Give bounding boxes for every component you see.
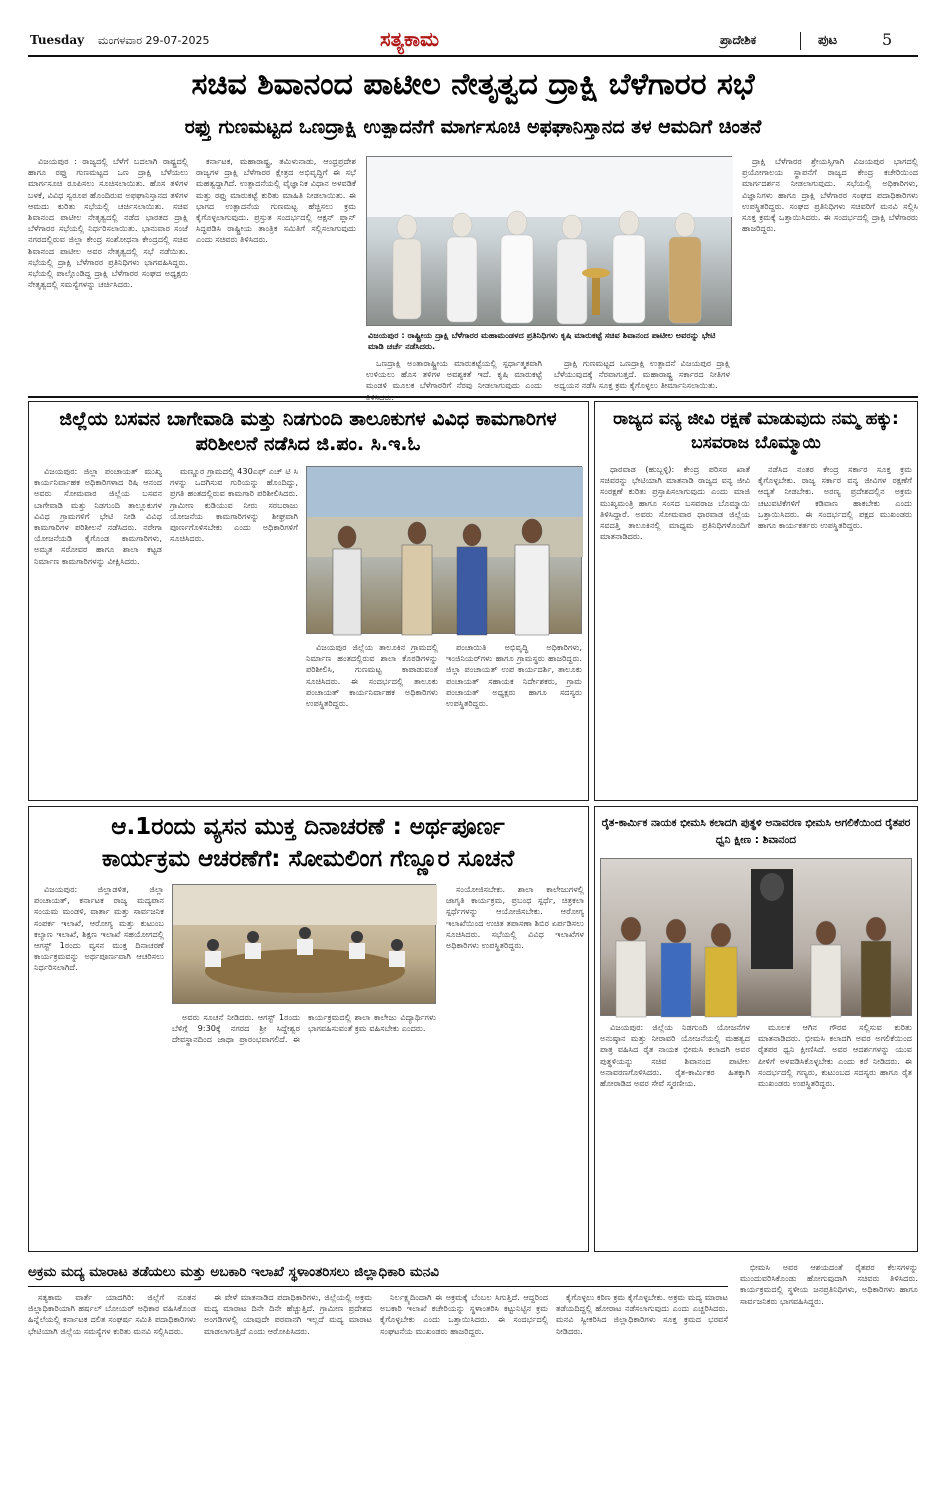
lead-column-5 [742, 156, 918, 390]
story4-headline-line1: ಆ.1ರಂದು ವ್ಯಸನ ಮುಕ್ತ ದಿನಾಚರಣೆ : ಅರ್ಥಪೂರ್ಣ [111, 814, 505, 840]
lead-col5-text: ದ್ರಾಕ್ಷಿ ಬೆಳೆಗಾರರ ಶ್ರೇಯಸ್ಸಿಗಾಗಿ ವಿಜಯಪುರ ಭಾಗದಲ್ಲಿ ಪ್ರಯೋಗಾಲಯ ಸ್ಥಾಪನೆಗೆ ರಾಜ್ಯದ ಕೇಂದ್ರ ಕಚೇರಿಯಿಂದ ಮಾರ್ಗದರ್ಶನ ನೀಡಲಾಗುವುದು. ಸಭೆಯಲ್ಲಿ ಅಧಿಕಾರಿಗಳು, ವಿಜ್ಞಾನಿಗಳು ಹಾಗೂ ದ್ರಾಕ್ಷಿ ಬೆಳೆಗಾರರ ಸಂಘದ ಪದಾಧಿಕಾರಿಗಳು ಉಪಸ್ಥಿತರಿದ್ದರು. ಸಂಘದ ಪ್ರತಿನಿಧಿಗಳು ಸಚಿವರಿಗೆ ಮನವಿ ಸಲ್ಲಿಸಿ ಸೂಕ್ತ ಕ್ರಮಕ್ಕೆ ಒತ್ತಾಯಿಸಿದರು. ಈ ಸಂದರ್ಭದಲ್ಲಿ ದ್ರಾಕ್ಷಿ ಬೆಳೆಗಾರರು ಹಾಜರಿದ್ದರು. [742, 156, 918, 234]
story4-col3-text: ಸಂಯೋಜಿಸಬೇಕು. ಶಾಲಾ ಕಾಲೇಜುಗಳಲ್ಲಿ ಜಾಗೃತಿ ಕಾರ್ಯಕ್ರಮ, ಪ್ರಬಂಧ ಸ್ಪರ್ಧೆ, ಚಿತ್ರಕಲಾ ಸ್ಪರ್ಧೆಗಳನ್ನು ಆಯೋಜಿಸಬೇಕು. ಆರೋಗ್ಯ ಇಲಾಖೆಯಿಂದ ಉಚಿತ ತಪಾಸಣಾ ಶಿಬಿರ ಏರ್ಪಡಿಸಲು ಸೂಚಿಸಿದರು. ಸಭೆಯಲ್ಲಿ ವಿವಿಧ ಇಲಾಖೆಗಳ ಅಧಿಕಾರಿಗಳು ಉಪಸ್ಥಿತರಿದ್ದರು. [446, 884, 584, 951]
story2-column-2 [170, 466, 298, 796]
lead-photo-people-icon [367, 157, 733, 327]
header-date: ಮಂಗಳವಾರ 29-07-2025 [98, 34, 210, 47]
story4-col1-text: ವಿಜಯಪುರ: ಜಿಲ್ಲಾಡಳಿತ, ಜಿಲ್ಲಾ ಪಂಚಾಯತ್, ಕರ್ನಾಟಕ ರಾಜ್ಯ ಮದ್ಯಪಾನ ಸಂಯಮ ಮಂಡಳಿ, ವಾರ್ತಾ ಮತ್ತು ಸಾರ್ವಜನಿಕ ಸಂಪರ್ಕ ಇಲಾಖೆ, ಆರೋಗ್ಯ ಮತ್ತು ಕುಟುಂಬ ಕಲ್ಯಾಣ ಇಲಾಖೆ, ಶಿಕ್ಷಣ ಇಲಾಖೆ ಸಹಯೋಗದಲ್ಲಿ ಆಗಸ್ಟ್ 1ರಂದು ವ್ಯಸನ ಮುಕ್ತ ದಿನಾಚರಣೆ ಕಾರ್ಯಕ್ರಮವನ್ನು ಅರ್ಥಪೂರ್ಣವಾಗಿ ಆಚರಿಸಲು ನಿರ್ಧರಿಸಲಾಗಿದೆ. [34, 884, 164, 973]
header-section: ಪ್ರಾದೇಶಿಕ [720, 33, 757, 47]
story4-column-1 [34, 884, 164, 1246]
story6-headline: ಅಕ್ರಮ ಮದ್ಯ ಮಾರಾಟ ತಡೆಯಲು ಮತ್ತು ಅಬಕಾರಿ ಇಲಾಖೆ ಸ್ಥಳಾಂತರಿಸಲು ಜಿಲ್ಲಾಧಿಕಾರಿ ಮನವಿ [28, 1264, 439, 1280]
story6-column-3 [380, 1292, 548, 1482]
story2-col1-text: ವಿಜಯಪುರ: ಜಿಲ್ಲಾ ಪಂಚಾಯತ್ ಮುಖ್ಯ ಕಾರ್ಯನಿರ್ವಾಹಕ ಅಧಿಕಾರಿಗಳಾದ ರಿಷಿ ಆನಂದ ಅವರು ಸೋಮವಾರ ಜಿಲ್ಲೆಯ ಬಸವನ ಬಾಗೇವಾಡಿ ಮತ್ತು ನಿಡಗುಂದಿ ತಾಲ್ಲೂಕುಗಳ ವಿವಿಧ ಗ್ರಾಮಗಳಿಗೆ ಭೇಟಿ ನೀಡಿ ವಿವಿಧ ಕಾಮಗಾರಿಗಳ ಪರಿಶೀಲನೆ ನಡೆಸಿದರು. ನರೇಗಾ ಯೋಜನೆಯಡಿ ಕೈಗೊಂಡ ಕಾಮಗಾರಿಗಳು, ಅಮೃತ ಸರೋವರ ಹಾಗೂ ಶಾಲಾ ಕಟ್ಟಡ ನಿರ್ಮಾಣ ಕಾಮಗಾರಿಗಳನ್ನು ವೀಕ್ಷಿಸಿದರು. [34, 466, 162, 566]
story3-column-2 [758, 464, 912, 796]
story5-headline: ರೈತ-ಕಾರ್ಮಿಕ ನಾಯಕ ಭೀಮಸಿ ಕಲಾದಗಿ ಪುತ್ಥಳಿ ಅನಾವರಣ ಭೀಮಸಿ ಅಗಲಿಕೆಯಿಂದ ರೈತಪರ ಧ್ವನಿ ಕ್ಷೀಣ : ಶಿವಾನಂದ [601, 817, 911, 846]
lead-subhead: ರಫ್ತು ಗುಣಮಟ್ಟದ ಒಣದ್ರಾಕ್ಷಿ ಉತ್ಪಾದನೆಗೆ ಮಾರ್ಗಸೂಚಿ ಅಫಘಾನಿಸ್ತಾನದ ತಳ ಆಮದಿಗೆ ಚಿಂತನೆ [184, 116, 762, 138]
lead-column-4 [554, 358, 730, 392]
story4-column-2 [172, 1012, 436, 1246]
story5-column-2 [758, 1022, 912, 1246]
lead-column-1 [28, 156, 188, 390]
header-divider [800, 32, 801, 50]
story4-headline-line2: ಕಾರ್ಯಕ್ರಮ ಆಚರಣೆಗೆ: ಸೋಮಲಿಂಗ ಗೆಣ್ಣೂರ ಸೂಚನೆ [101, 846, 515, 872]
story3-col2-text: ನಡೆಸಿದ ನಂತರ ಕೇಂದ್ರ ಸರ್ಕಾರ ಸೂಕ್ತ ಕ್ರಮ ಕೈಗೊಳ್ಳಬೇಕು. ರಾಜ್ಯ ಸರ್ಕಾರ ವನ್ಯ ಜೀವಿಗಳ ರಕ್ಷಣೆಗೆ ಆದ್ಯತೆ ನೀಡಬೇಕು. ಅರಣ್ಯ ಪ್ರದೇಶದಲ್ಲಿನ ಅಕ್ರಮ ಚಟುವಟಿಕೆಗಳಿಗೆ ಕಡಿವಾಣ ಹಾಕಬೇಕು ಎಂದು ಒತ್ತಾಯಿಸಿದರು. ಈ ಸಂದರ್ಭದಲ್ಲಿ ಪಕ್ಷದ ಮುಖಂಡರು ಹಾಗೂ ಕಾರ್ಯಕರ್ತರು ಉಪಸ್ಥಿತರಿದ್ದರು. [758, 464, 912, 531]
header-rule [28, 55, 918, 57]
story2-column-1 [34, 466, 162, 796]
story2-photo [306, 466, 582, 634]
masthead: ಸತ್ಯಕಾಮ [380, 27, 440, 51]
header-day: Tuesday [30, 33, 85, 47]
lead-col3-text: ಒಣದ್ರಾಕ್ಷಿ ಅಂತಾರಾಷ್ಟ್ರೀಯ ಮಾರುಕಟ್ಟೆಯಲ್ಲಿ ಸ್ಪರ್ಧಾತ್ಮಕವಾಗಿ ಉಳಿಯಲು ಹೊಸ ತಳಿಗಳ ಅವಶ್ಯಕತೆ ಇದೆ. ಕೃಷಿ ಮಾರುಕಟ್ಟೆ ಮಂಡಳಿ ಮೂಲಕ ಬೆಳೆಗಾರರಿಗೆ ನೆರವು ನೀಡಲಾಗುವುದು ಎಂದು [366, 358, 542, 391]
story4-photo [172, 884, 436, 1004]
story2-col4-text: ಪಂಚಾಯಿತಿ ಅಭಿವೃದ್ಧಿ ಅಧಿಕಾರಿಗಳು, ಇಂಜಿನಿಯರ್‌ಗಳು ಹಾಗೂ ಗ್ರಾಮಸ್ಥರು ಹಾಜರಿದ್ದರು. ಜಿಲ್ಲಾ ಪಂಚಾಯತ್ ಉಪ ಕಾರ್ಯದರ್ಶಿ, ತಾಲೂಕು ಪಂಚಾಯತ್ ಸಹಾಯಕ ನಿರ್ದೇಶಕರು, ಗ್ರಾಮ ಪಂಚಾಯತ್ ಅಧ್ಯಕ್ಷರು ಹಾಗೂ ಸದಸ್ಯರು ಉಪಸ್ಥಿತರಿದ್ದರು. [446, 642, 582, 709]
lead-col4-text: ದ್ರಾಕ್ಷಿ ಗುಣಮಟ್ಟದ ಒಣದ್ರಾಕ್ಷಿ ಉತ್ಪಾದನೆ ವಿಜಯಪುರ ದ್ರಾಕ್ಷಿ ಬೆಳೆಯುವುದಕ್ಕೆ ನೆರವಾಗುತ್ತದೆ. ಮಹಾರಾಷ್ಟ್ರ ಸರ್ಕಾರದ ನೀತಿಗಳ ಅಧ್ಯಯನ ನಡೆಸಿ ಸೂಕ್ತ ಕ್ರಮ ಕೈಗೊಳ್ಳಲು ತೀರ್ಮಾನಿಸಲಾಯಿತು. [554, 358, 730, 391]
story2-column-4 [446, 642, 582, 796]
lead-bottom-rule [28, 396, 918, 398]
story5-col1-text: ವಿಜಯಪುರ: ಜಿಲ್ಲೆಯ ನಿಡಗುಂದಿ ಯೋಜನೆಗಳ ಅನುಷ್ಠಾನ ಮತ್ತು ನೀರಾವರಿ ಯೋಜನೆಯಲ್ಲಿ ಮಹತ್ವದ ಪಾತ್ರ ವಹಿಸಿದ ರೈತ ನಾಯಕ ಭೀಮಸಿ ಕಲಾದಗಿ ಅವರ ಪುತ್ಥಳಿಯನ್ನು ಸಚಿವ ಶಿವಾನಂದ ಪಾಟೀಲ ಅನಾವರಣಗೊಳಿಸಿದರು. ರೈತ-ಕಾರ್ಮಿಕರ ಹಿತಕ್ಕಾಗಿ ಹೋರಾಡಿದ ಅವರ ಸೇವೆ ಸ್ಮರಣೀಯ. [600, 1022, 750, 1089]
story5-column-1 [600, 1022, 750, 1246]
header-page-label: ಪುಟ [818, 33, 838, 48]
story3-col1-text: ಧಾರವಾಡ (ಹುಬ್ಬಳ್ಳಿ): ಕೇಂದ್ರ ಪರಿಸರ ಖಾತೆ ಸಚಿವರನ್ನು ಭೇಟಿಯಾಗಿ ಮಾತನಾಡಿ ರಾಜ್ಯದ ವನ್ಯ ಜೀವಿ ಸಂರಕ್ಷಣೆ ಕುರಿತು ಪ್ರಸ್ತಾಪಿಸಲಾಗುವುದು ಎಂದು ಮಾಜಿ ಮುಖ್ಯಮಂತ್ರಿ ಹಾಗೂ ಸಂಸದ ಬಸವರಾಜ ಬೊಮ್ಮಾಯಿ ತಿಳಿಸಿದ್ದಾರೆ. ಅವರು ಸೋಮವಾರ ಧಾರವಾಡ ಜಿಲ್ಲೆಯ ಸವದತ್ತಿ ತಾಲೂಕಿನಲ್ಲಿ ಮಾಧ್ಯಮ ಪ್ರತಿನಿಧಿಗಳೊಂದಿಗೆ ಮಾತನಾಡಿದರು. [600, 464, 750, 542]
story6-col1-text: ಸತ್ಯಕಾಮ ವಾರ್ತೆ ಯಾದಗಿರಿ: ಜಿಲ್ಲೆಗೆ ನೂತನ ಜಿಲ್ಲಾಧಿಕಾರಿಯಾಗಿ ಹರ್ಷಲ್ ಬೋಯರ್ ಅಧಿಕಾರ ವಹಿಸಿಕೊಂಡ ಹಿನ್ನೆಲೆಯಲ್ಲಿ ಕರ್ನಾಟಕ ದಲಿತ ಸಂಘರ್ಷ ಸಮಿತಿ ಪದಾಧಿಕಾರಿಗಳು ಭೇಟಿಯಾಗಿ ಜಿಲ್ಲೆಯ ಸಮಸ್ಯೆಗಳ ಕುರಿತು ಮನವಿ ಸಲ್ಲಿಸಿದರು. [28, 1292, 196, 1336]
story5-photo [600, 858, 912, 1016]
story4-photo-meeting-icon [173, 885, 437, 1005]
story6-col5-text: ಭೀಮಸಿ ಅವರ ಆಶಯದಂತೆ ರೈತಪರ ಕೆಲಸಗಳನ್ನು ಮುಂದುವರಿಸಿಕೊಂಡು ಹೋಗುವುದಾಗಿ ಸಚಿವರು ತಿಳಿಸಿದರು. ಕಾರ್ಯಕ್ರಮದಲ್ಲಿ ಸ್ಥಳೀಯ ಜನಪ್ರತಿನಿಧಿಗಳು, ಅಧಿಕಾರಿಗಳು ಹಾಗೂ ಸಾರ್ವಜನಿಕರು ಭಾಗವಹಿಸಿದ್ದರು. [740, 1262, 918, 1306]
story2-headline: ಜಿಲ್ಲೆಯ ಬಸವನ ಬಾಗೇವಾಡಿ ಮತ್ತು ನಿಡಗುಂದಿ ತಾಲೂಕುಗಳ ವಿವಿಧ ಕಾಮಗಾರಿಗಳ ಪರಿಶೀಲನೆ ನಡೆಸಿದ ಜಿ.ಪಂ. ಸಿ.ಇ.ಓ [59, 408, 557, 455]
story6-column-1 [28, 1292, 196, 1482]
lead-column-3 [366, 358, 542, 392]
header-page-number: 5 [882, 30, 893, 49]
lead-headline: ಸಚಿವ ಶಿವಾನಂದ ಪಾಟೀಲ ನೇತೃತ್ವದ ದ್ರಾಕ್ಷಿ ಬೆಳೆಗಾರರ ಸಭೆ [191, 66, 755, 102]
story4-column-3 [446, 884, 584, 1246]
story2-photo-people-icon [307, 467, 583, 635]
story3-column-1 [600, 464, 750, 796]
story2-column-3 [306, 642, 438, 796]
story3-headline: ರಾಜ್ಯದ ವನ್ಯ ಜೀವಿ ರಕ್ಷಣೆ ಮಾಡುವುದು ನಮ್ಮ ಹಕ್ಕು: ಬಸವರಾಜ ಬೊಮ್ಮಾಯಿ [613, 409, 899, 453]
story6-col4-text: ಕೈಗೊಳ್ಳಲು ಕಠಿಣ ಕ್ರಮ ಕೈಗೊಳ್ಳಬೇಕು. ಅಕ್ರಮ ಮದ್ಯ ಮಾರಾಟ ತಡೆಯದಿದ್ದಲ್ಲಿ ಹೋರಾಟ ನಡೆಸಲಾಗುವುದು ಎಂದು ಎಚ್ಚರಿಸಿದರು. ಮನವಿ ಸ್ವೀಕರಿಸಿದ ಜಿಲ್ಲಾಧಿಕಾರಿಗಳು ಸೂಕ್ತ ಕ್ರಮದ ಭರವಸೆ ನೀಡಿದರು. [556, 1292, 728, 1336]
story5-col2-text: ಮೂಲಕ ಆಗಿನ ಗೌರವ ಸಲ್ಲಿಸುವ ಕುರಿತು ಮಾತನಾಡಿದರು. ಭೀಮಸಿ ಕಲಾದಗಿ ಅವರ ಅಗಲಿಕೆಯಿಂದ ರೈತಪರ ಧ್ವನಿ ಕ್ಷೀಣಿಸಿದೆ. ಅವರ ಆದರ್ಶಗಳನ್ನು ಯುವ ಪೀಳಿಗೆ ಅಳವಡಿಸಿಕೊಳ್ಳಬೇಕು ಎಂದು ಕರೆ ನೀಡಿದರು. ಈ ಸಂದರ್ಭದಲ್ಲಿ ಗಣ್ಯರು, ಕುಟುಂಬದ ಸದಸ್ಯರು ಹಾಗೂ ರೈತ ಮುಖಂಡರು ಉಪಸ್ಥಿತರಿದ್ದರು. [758, 1022, 912, 1089]
story6-rule [28, 1286, 728, 1287]
lead-col1-text: ವಿಜಯಪುರ : ರಾಜ್ಯದಲ್ಲಿ ಬೆಳೆಗೆ ಬದಲಾಗಿ ರಾಷ್ಟ್ರದಲ್ಲಿ ಹಾಗೂ ರಫ್ತು ಗುಣಮಟ್ಟದ ಒಣ ದ್ರಾಕ್ಷಿ ಬೆಳೆಯಲು ಮಾರ್ಗಸೂಚಿ ರೂಪಿಸಲು ಸೂಚಿಸಲಾಯಿತು. ಹೊಸ ತಳಿಗಳ ಬಳಕೆ, ವಿವಿಧ ಸ್ವರೂಪ ಹೊಂದಿರುವ ಅಫಘಾನಿಸ್ತಾನದ ತಳಿಗಳ ಆಮದು ಕುರಿತು ಸಭೆಯಲ್ಲಿ ಚರ್ಚಿಸಲಾಯಿತು. ಸಚಿವ ಶಿವಾನಂದ ಪಾಟೀಲ ನೇತೃತ್ವದಲ್ಲಿ ನಡೆದ ಭಾರತದ ದ್ರಾಕ್ಷಿ ಬೆಳೆಗಾರರ ಸಭೆಯಲ್ಲಿ ನಿರ್ಧರಿಸಲಾಯಿತು. ಭಾನುವಾರ ಸಂಜೆ ನಗರದಲ್ಲಿರುವ ಜಿಲ್ಲಾ ಕೇಂದ್ರ ಸಂಶೋಧನಾ ಕೇಂದ್ರದಲ್ಲಿ ಸಚಿವ ಶಿವಾನಂದ ಪಾಟೀಲ ಅವರ ನೇತೃತ್ವದಲ್ಲಿ ಸಭೆ ನಡೆಯಿತು. ಸಭೆಯಲ್ಲಿ ದ್ರಾಕ್ಷಿ ಬೆಳೆಗಾರರ ಪ್ರತಿನಿಧಿಗಳು ಭಾಗವಹಿಸಿದ್ದರು. ಸಭೆಯಲ್ಲಿ ಪಾಲ್ಗೊಂಡಿದ್ದ ದ್ರಾಕ್ಷಿ ಬೆಳೆಗಾರರ ಸಂಘದ ಅಧ್ಯಕ್ಷರು ನೇತೃತ್ವದಲ್ಲಿ ಸಮಸ್ಯೆಗಳನ್ನು ಚರ್ಚಿಸಿದರು. [28, 156, 188, 290]
story2-col3-text: ವಿಜಯಪುರ ಜಿಲ್ಲೆಯ ತಾಲೂಕಿನ ಗ್ರಾಮದಲ್ಲಿ ನಿರ್ಮಾಣ ಹಂತದಲ್ಲಿರುವ ಶಾಲಾ ಕೊಠಡಿಗಳನ್ನು ಪರಿಶೀಲಿಸಿ, ಗುಣಮಟ್ಟ ಕಾಪಾಡುವಂತೆ ಸೂಚಿಸಿದರು. ಈ ಸಂದರ್ಭದಲ್ಲಿ ತಾಲೂಕು ಪಂಚಾಯತ್ ಕಾರ್ಯನಿರ್ವಾಹಕ ಅಧಿಕಾರಿಗಳು ಉಪಸ್ಥಿತರಿದ್ದರು. [306, 642, 438, 709]
story6-col2-text: ಈ ವೇಳೆ ಮಾತನಾಡಿದ ಪದಾಧಿಕಾರಿಗಳು, ಜಿಲ್ಲೆಯಲ್ಲಿ ಅಕ್ರಮ ಮದ್ಯ ಮಾರಾಟ ದಿನೇ ದಿನೇ ಹೆಚ್ಚುತ್ತಿದೆ. ಗ್ರಾಮೀಣ ಪ್ರದೇಶದ ಅಂಗಡಿಗಳಲ್ಲಿ ಯಾವುದೇ ಪರವಾನಗಿ ಇಲ್ಲದೆ ಮದ್ಯ ಮಾರಾಟ ಮಾಡಲಾಗುತ್ತಿದೆ ಎಂದು ಆರೋಪಿಸಿದರು. [204, 1292, 372, 1336]
story5-photo-statue-icon [601, 859, 913, 1017]
story4-col2-text: ಅವರು ಸೂಚನೆ ನೀಡಿದರು. ಆಗಸ್ಟ್ 1ರಂದು ಬೆಳಿಗ್ಗೆ 9:30ಕ್ಕೆ ನಗರದ ಶ್ರೀ ಸಿದ್ದೇಶ್ವರ ದೇವಸ್ಥಾನದಿಂದ ಜಾಥಾ ಪ್ರಾರಂಭವಾಗಲಿದೆ. ಈ ಕಾರ್ಯಕ್ರಮದಲ್ಲಿ ಶಾಲಾ ಕಾಲೇಜು ವಿದ್ಯಾರ್ಥಿಗಳು ಭಾಗವಹಿಸುವಂತೆ ಕ್ರಮ ವಹಿಸಬೇಕು ಎಂದರು. [172, 1012, 436, 1045]
lead-photo [366, 156, 732, 326]
lead-col2-text: ಕರ್ನಾಟಕ, ಮಹಾರಾಷ್ಟ್ರ, ತಮಿಳುನಾಡು, ಆಂಧ್ರಪ್ರದೇಶ ರಾಜ್ಯಗಳ ದ್ರಾಕ್ಷಿ ಬೆಳೆಗಾರರ ಕ್ಷೇತ್ರದ ಅಭಿವೃದ್ಧಿಗೆ ಈ ಸಭೆ ಮಹತ್ವದ್ದಾಗಿದೆ. ಉತ್ಪಾದನೆಯಲ್ಲಿ ವೈಜ್ಞಾನಿಕ ವಿಧಾನ ಅಳವಡಿಕೆ ಮತ್ತು ರಫ್ತು ಮಾರುಕಟ್ಟೆ ಕುರಿತು ಮಾಹಿತಿ ನೀಡಲಾಯಿತು. ಈ ಭಾಗದ ಉತ್ಪಾದನೆಯ ಗುಣಮಟ್ಟ ಹೆಚ್ಚಿಸಲು ಕ್ರಮ ಕೈಗೊಳ್ಳಲಾಗುವುದು. ಪ್ರಸ್ತುತ ಸಂದರ್ಭದಲ್ಲಿ ಆಕ್ಷನ್ ಪ್ಲಾನ್ ಸಿದ್ಧಪಡಿಸಿ ರಾಷ್ಟ್ರೀಯ ತಾಂತ್ರಿಕ ಸಮಿತಿಗೆ ಸಲ್ಲಿಸಲಾಗುವುದು ಎಂದು ಸಚಿವರು ತಿಳಿಸಿದರು. [196, 156, 356, 245]
lead-caption: ವಿಜಯಪುರ : ರಾಷ್ಟ್ರೀಯ ದ್ರಾಕ್ಷಿ ಬೆಳೆಗಾರರ ಮಹಾಮಂಡಳದ ಪ್ರತಿನಿಧಿಗಳು ಕೃಷಿ ಮಾರುಕಟ್ಟೆ ಸಚಿವ ಶಿವಾನಂದ ಪಾಟೀಲ ಅವರನ್ನು ಭೇಟಿ ಮಾಡಿ ಚರ್ಚೆ ನಡೆಸಿದರು. [368, 330, 716, 351]
story2-col2-text: ಮಣ್ಣೂರ ಗ್ರಾಮದಲ್ಲಿ 430ಎಫ್ ಎಚ್ ಟಿ ಸಿ ಗಳನ್ನು ಒದಗಿಸುವ ಗುರಿಯನ್ನು ಹೊಂದಿದ್ದು, ಪ್ರಗತಿ ಹಂತದಲ್ಲಿರುವ ಕಾಮಗಾರಿ ಪರಿಶೀಲಿಸಿದರು. ಗ್ರಾಮೀಣ ಕುಡಿಯುವ ನೀರು ಸರಬರಾಜು ಯೋಜನೆಯ ಕಾಮಗಾರಿಗಳನ್ನು ಶೀಘ್ರವಾಗಿ ಪೂರ್ಣಗೊಳಿಸಬೇಕು ಎಂದು ಅಧಿಕಾರಿಗಳಿಗೆ ಸೂಚಿಸಿದರು. [170, 466, 298, 544]
story6-col3-text: ನಿರ್ಲಕ್ಷ್ಯದಿಂದಾಗಿ ಈ ಅಕ್ರಮಕ್ಕೆ ಬೆಂಬಲ ಸಿಗುತ್ತಿದೆ. ಆದ್ದರಿಂದ ಅಬಕಾರಿ ಇಲಾಖೆ ಕಚೇರಿಯನ್ನು ಸ್ಥಳಾಂತರಿಸಿ ಕಟ್ಟುನಿಟ್ಟಿನ ಕ್ರಮ ಕೈಗೊಳ್ಳಬೇಕು ಎಂದು ಒತ್ತಾಯಿಸಿದರು. ಈ ಸಂದರ್ಭದಲ್ಲಿ ಸಂಘಟನೆಯ ಮುಖಂಡರು ಹಾಜರಿದ್ದರು. [380, 1292, 548, 1336]
story6-column-2 [204, 1292, 372, 1482]
lead-column-2 [196, 156, 356, 390]
story6-column-5 [740, 1262, 918, 1482]
story6-column-4 [556, 1292, 728, 1482]
